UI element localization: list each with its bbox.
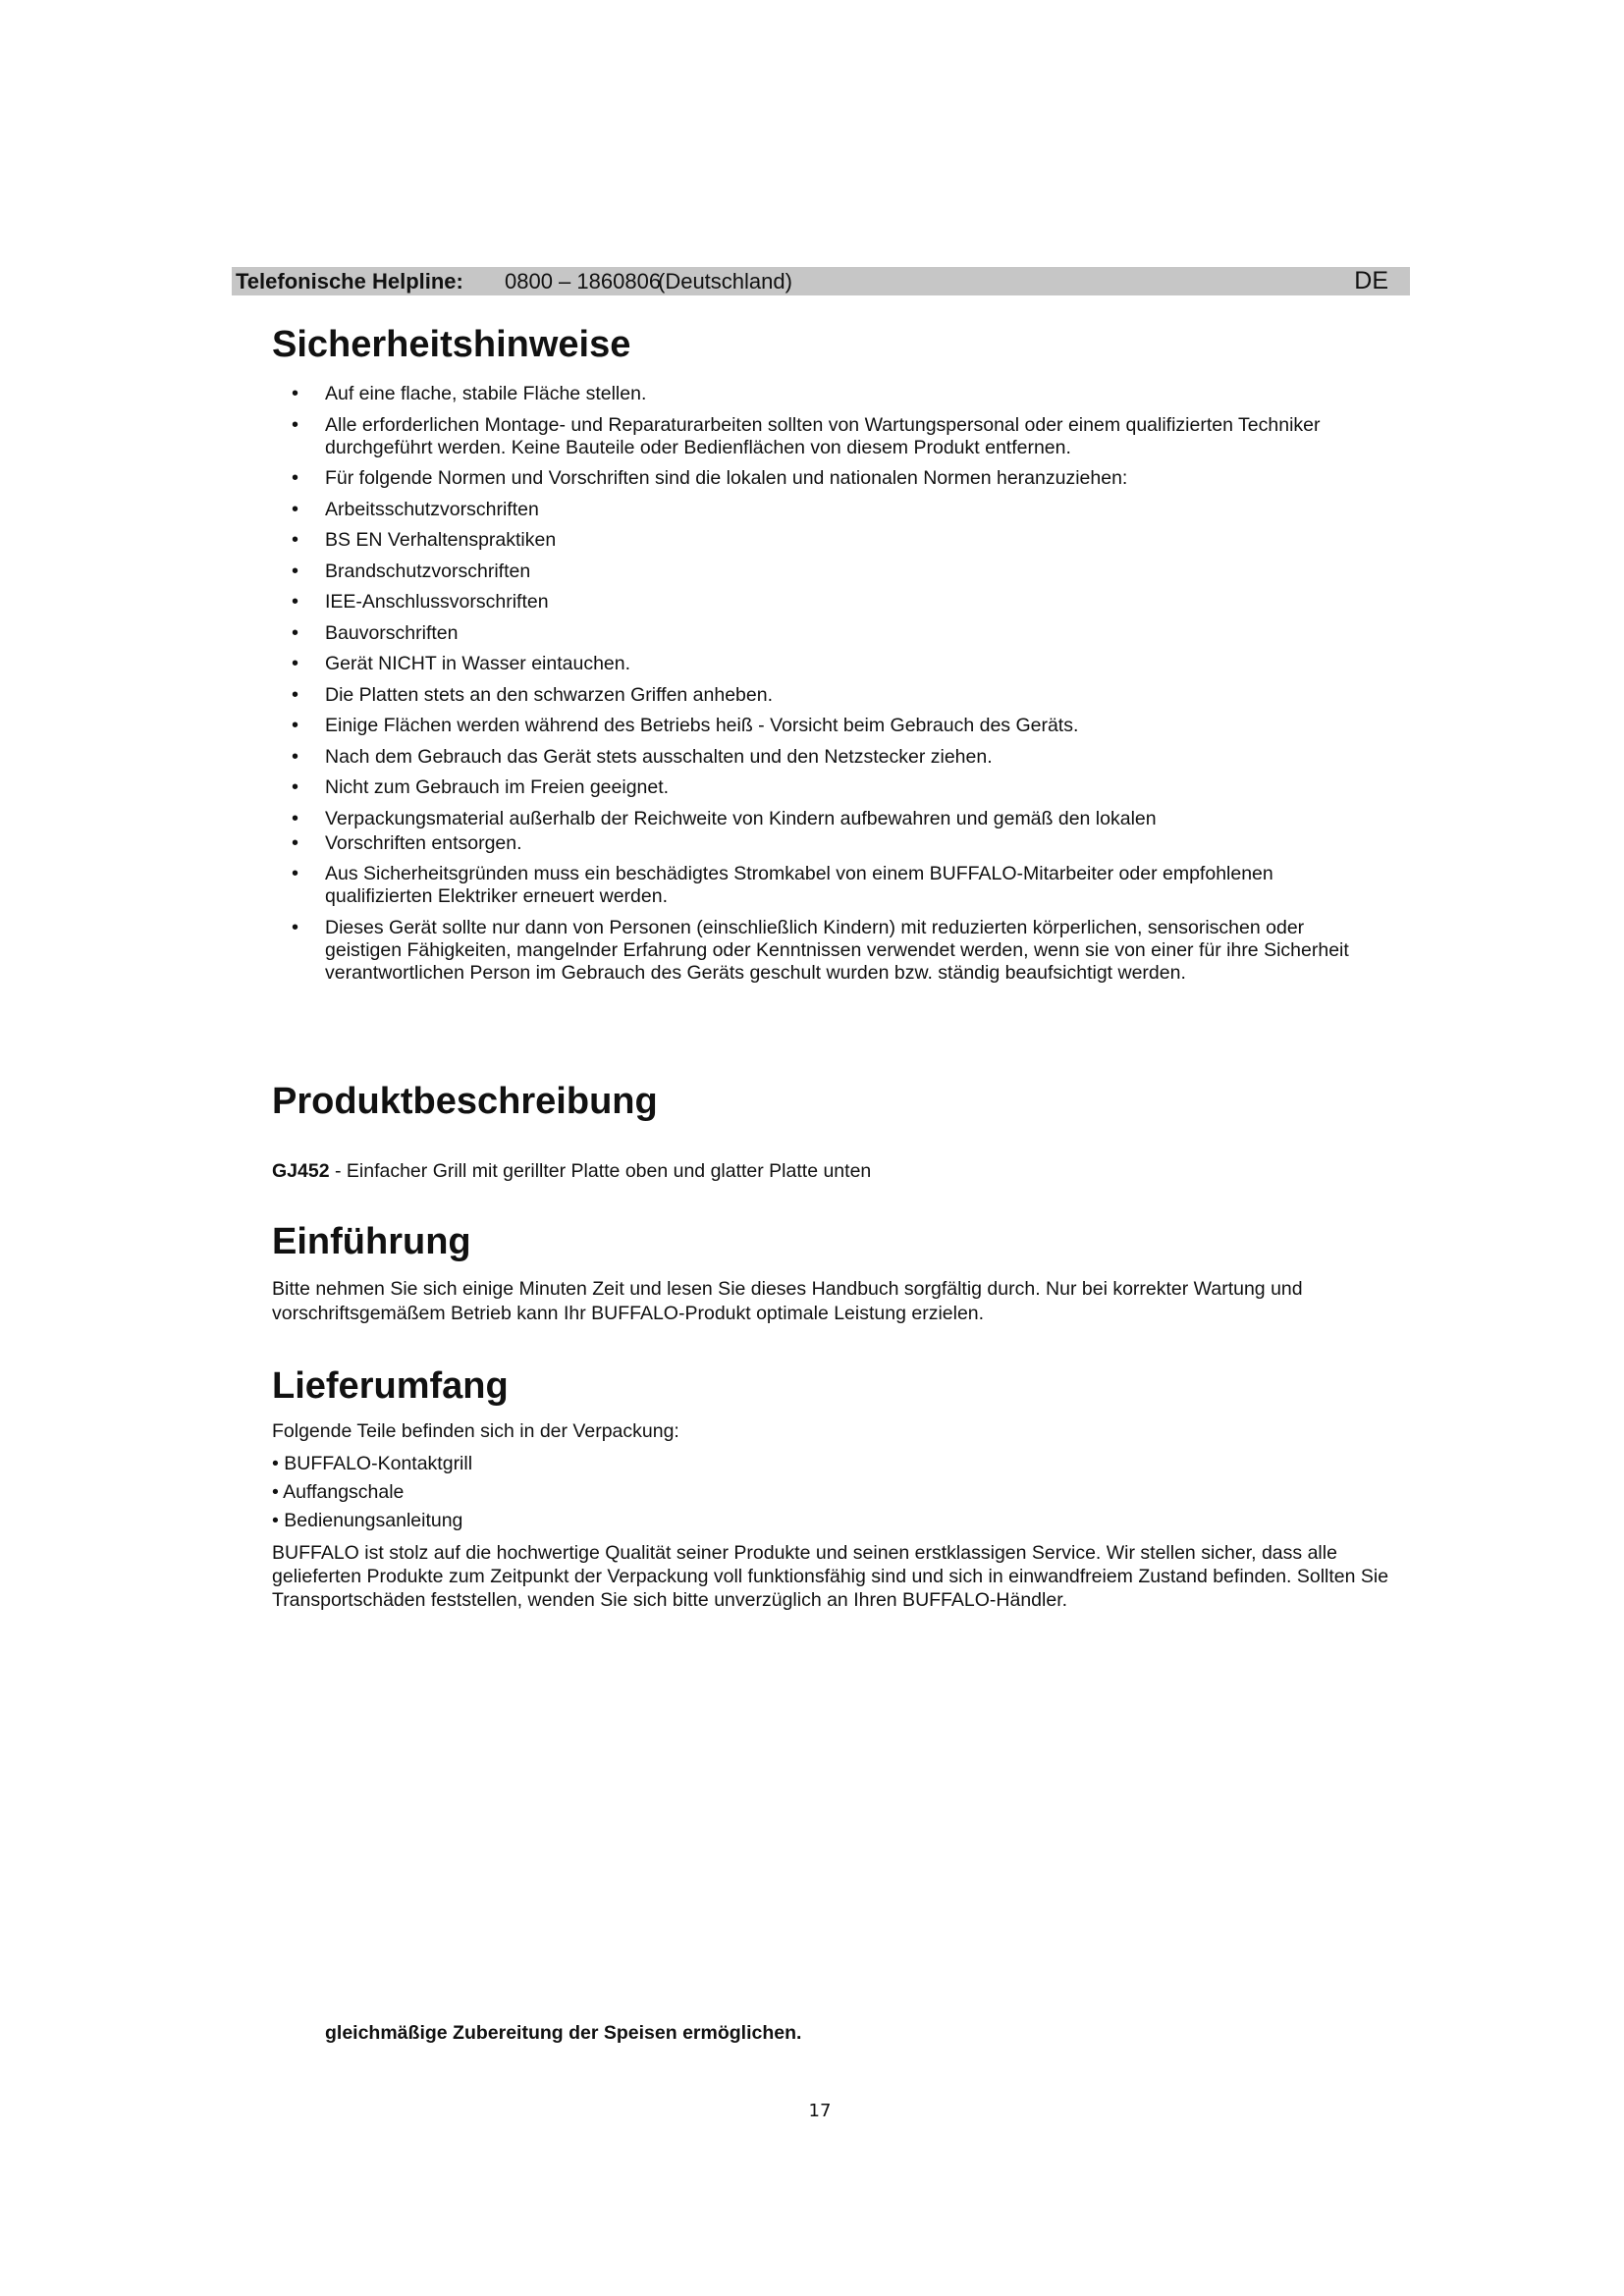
safety-item: • Nach dem Gebrauch das Gerät stets ausschalten und den Netzstecker ziehen. <box>325 746 1376 769</box>
safety-item: • Alle erforderlichen Montage- und Reparaturarbeiten sollten von Wartungspersonal oder einem qualifizierten Techniker durchgeführt werden. Keine Bauteile oder Bedienflächen von diesem Produkt entfernen. <box>325 414 1376 459</box>
helpline-bar <box>232 267 1410 295</box>
safety-item: • Bauvorschriften <box>325 622 1376 645</box>
helpline-country: (Deutschland) <box>658 269 792 294</box>
contents-heading: Lieferumfang <box>272 1365 509 1407</box>
contents-intro: Folgende Teile befinden sich in der Verpackung: <box>272 1420 679 1442</box>
footer-bold-text: gleichmäßige Zubereitung der Speisen ermöglichen. <box>325 2022 802 2044</box>
intro-text: Bitte nehmen Sie sich einige Minuten Zeit und lesen Sie dieses Handbuch sorgfältig durch. Nur bei korrekter Wartung und vorschriftsgemäßem Betrieb kann Ihr BUFFALO-Produkt optimale Leistung erzielen. <box>272 1278 1303 1324</box>
safety-item: • Für folgende Normen und Vorschriften sind die lokalen und nationalen Normen heranzuziehen: <box>325 467 1376 490</box>
safety-item: • Brandschutzvorschriften <box>325 561 1376 583</box>
intro-heading: Einführung <box>272 1221 471 1262</box>
page-number: 17 <box>808 2101 832 2121</box>
safety-item: • Vorschriften entsorgen. <box>325 832 1376 855</box>
safety-item: • Aus Sicherheitsgründen muss ein beschädigtes Stromkabel von einem BUFFALO-Mitarbeiter oder empfohlenen qualifizierten Elektriker erneuert werden. <box>325 863 1376 908</box>
safety-item: • Nicht zum Gebrauch im Freien geeignet. <box>325 776 1376 799</box>
helpline-number: 0800 – 1860806 <box>505 269 662 294</box>
safety-item: • Die Platten stets an den schwarzen Griffen anheben. <box>325 684 1376 707</box>
safety-item: • Auf eine flache, stabile Fläche stellen. <box>325 383 1376 405</box>
safety-item: • Dieses Gerät sollte nur dann von Personen (einschließlich Kindern) mit reduzierten körperlichen, sensorischen oder geistigen Fähigkeiten, mangelnder Erfahrung oder Kenntnissen verwendet werden, wenn sie von einer für ihre Sicherheit verantwortlichen Person im Gebrauch des Geräts geschult wurden bzw. ständig beaufsichtigt werden. <box>325 917 1376 985</box>
safety-list <box>325 383 1376 992</box>
safety-item: • BS EN Verhaltenspraktiken <box>325 529 1376 552</box>
product-description <box>272 1159 871 1184</box>
contents-item: • Auffangschale <box>272 1481 405 1503</box>
contents-outro: BUFFALO ist stolz auf die hochwertige Qualität seiner Produkte und seinen erstklassigen Service. Wir stellen sicher, dass alle gelieferten Produkte zum Zeitpunkt der Verpackung voll funktionsfähig sind und sich in einwandfreiem Zustand befinden. Sollten Sie Transportschäden feststellen, wenden Sie sich bitte unverzüglich an Ihren BUFFALO-Händler. <box>272 1542 1389 1611</box>
safety-item: • Verpackungsmaterial außerhalb der Reichweite von Kindern aufbewahren und gemäß den lokalen <box>325 808 1376 830</box>
safety-heading: Sicherheitshinweise <box>272 324 631 365</box>
language-code: DE <box>1354 267 1388 294</box>
safety-item: • IEE-Anschlussvorschriften <box>325 591 1376 614</box>
product-heading: Produktbeschreibung <box>272 1081 658 1122</box>
helpline-label: Telefonische Helpline: <box>236 269 463 294</box>
safety-item: • Einige Flächen werden während des Betriebs heiß - Vorsicht beim Gebrauch des Geräts. <box>325 715 1376 737</box>
safety-item: • Gerät NICHT in Wasser eintauchen. <box>325 653 1376 675</box>
contents-list <box>272 1450 472 1535</box>
product-description-text: - Einfacher Grill mit gerillter Platte oben und glatter Platte unten <box>329 1160 872 1182</box>
contents-item: • BUFFALO-Kontaktgrill <box>272 1453 473 1474</box>
product-model: GJ452 <box>272 1160 330 1182</box>
safety-item: • Arbeitsschutzvorschriften <box>325 499 1376 521</box>
contents-item: • Bedienungsanleitung <box>272 1510 463 1531</box>
